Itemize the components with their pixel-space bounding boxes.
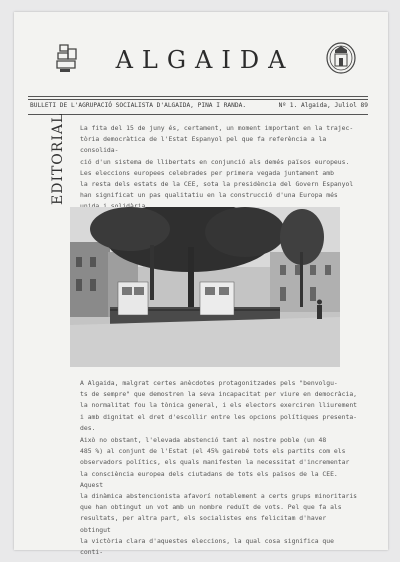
text-line: La fita del 15 de juny és, certament, un moment important en la trajec-: [80, 124, 354, 132]
text-line: ts de sempre" que demostren la seva incapacitat per viure en democràcia,: [80, 390, 358, 399]
text-line: 485 %) al conjunt de l'Estat (el 45% gairebé tots els partits com els: [80, 447, 346, 456]
text-line: resultats, per altra part, els socialistes ens felicitam d'haver obtingut: [80, 514, 327, 534]
text-line: i amb dignitat el dret d'escollir entre les opcions polítiques presenta-: [80, 412, 358, 421]
party-logo-icon: [54, 41, 80, 75]
header-rule: [28, 96, 368, 97]
text-line: que han obtingut un vot amb un nombre reduït de vots. Pel que fa als: [80, 503, 342, 512]
text-line: observadors polítics, els quals manifesten la necessitat d'incrementar: [80, 458, 350, 467]
editorial-text: [80, 123, 360, 213]
municipal-seal-icon: [325, 41, 357, 75]
text-line: la victòria clara d'aquestes eleccions, la qual cosa significa que conti-: [80, 536, 334, 557]
subtitle-publisher: BULLETI DE L'AGRUPACIÓ SOCIALISTA D'ALGAIDA, PINA I RANDA.: [30, 102, 247, 109]
text-line: la resta dels estats de la CEE, sota la presidència del Govern Espanyol: [80, 180, 354, 189]
header-rule: [28, 114, 368, 115]
text-line: A Algaida, malgrat certes anècdotes protagonitzades pels "benvolgu-: [80, 379, 338, 387]
header-rule: [28, 99, 368, 100]
article-body: [80, 378, 360, 558]
text-line: Les eleccions europees celebrades per primera vegada juntament amb: [80, 168, 334, 177]
newsletter-subtitle: [30, 102, 368, 109]
text-line: des.: [80, 423, 96, 432]
text-line: Això no obstant, l'elevada abstenció tant al nostre poble (un 48: [80, 436, 327, 445]
text-line: tòria democràtica de l'Estat Espanyol pel que fa referència a la consolida-: [80, 135, 327, 155]
text-line: la dinàmica abstencionista afavorí notablement a certs grups minoritaris: [80, 492, 358, 501]
newsletter-title: ALGAIDA: [115, 46, 295, 74]
subtitle-issue: Nº 1. Algaida, Juliol 89: [278, 102, 368, 109]
text-line: ció d'un sistema de llibertats en conjunció als demés països europeus.: [80, 157, 350, 166]
text-line: han significat un pas qualitatiu en la construcció d'una Europa més: [80, 191, 338, 200]
section-label-editorial: EDITORIAL: [50, 112, 66, 205]
town-square-photo: [70, 207, 340, 367]
text-line: la normalitat fou la tònica general, i els electors exerciren lliurement: [80, 401, 358, 410]
text-line: la consciència europea dels ciutadans de tots els països de la CEE. Aquest: [80, 469, 338, 489]
